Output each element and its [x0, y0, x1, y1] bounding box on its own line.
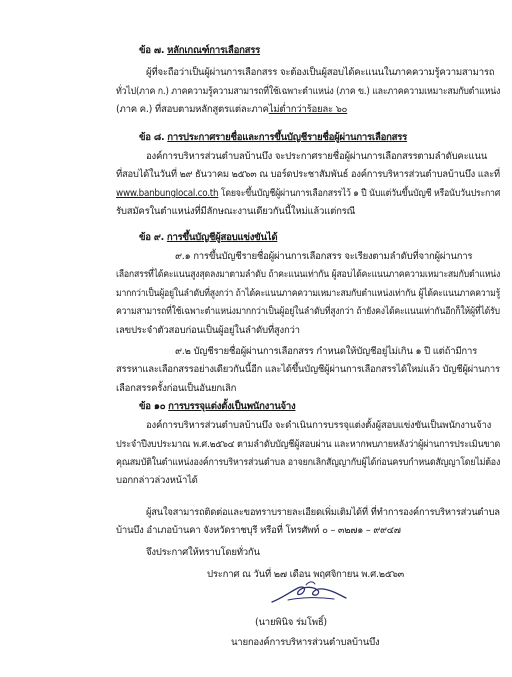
section-8-line-1: องค์การบริหารส่วนตำบลบ้านบึง จะประกาศรายชื่อผู้ผ่านการเลือกสรรตามลำดับคะแนน	[146, 151, 488, 162]
section-8-line-3	[116, 187, 500, 200]
section-9-1-line-3: มากกว่าเป็นผู้อยู่ในลำดับที่สูงกว่า ถ้าได้คะแนนภาคความเหมาะสมกับตำแหน่งเท่ากัน ผู้ได้คะแนนภาคความรู้	[116, 288, 501, 299]
section-9-1-line-1: ๙.๑ การขึ้นบัญชีรายชื่อผู้ผ่านการเลือกสรร จะเรียงตามลำดับที่จากผู้ผ่านการ	[175, 251, 473, 262]
website-link[interactable]: www.banbunglocal.co.th	[116, 188, 219, 199]
signer-position: นายกองค์การบริหารส่วนตำบลบ้านบึง	[231, 637, 380, 648]
handwritten-signature	[268, 578, 350, 608]
section-10-number: ข้อ ๑๐	[139, 401, 166, 412]
section-7-line-3-text: (ภาค ค.) ที่สอบตามหลักสูตรแต่ละภาค	[116, 104, 269, 115]
section-8-heading	[139, 131, 407, 144]
announcement-date: ประกาศ ณ วันที่ ๒๗ เดือน พฤศจิกายน พ.ศ.๒๕๖๓	[207, 569, 404, 580]
section-9-1-line-5: เลขประจำตัวสอบก่อนเป็นผู้อยู่ในลำดับที่สูงกว่า	[116, 325, 300, 336]
section-7-line-2: ทั่วไป(ภาค ก.) ภาคความรู้ความสามารถที่ใช้เฉพาะตำแหน่ง (ภาค ข.) และภาคความเหมาะสมกับตำแหน่ง	[116, 86, 501, 97]
section-7-number: ข้อ ๗.	[139, 45, 165, 56]
section-10-line-1: องค์การบริหารส่วนตำบลบ้านบึง จะดำเนินการบรรจุแต่งตั้งผู้สอบแข่งขันเป็นพนักงานจ้าง	[146, 420, 492, 431]
section-10-line-3: คุณสมบัติในตำแหน่งองค์การบริหารส่วนตำบล อาจยกเลิกสัญญากับผู้ได้ก่อนครบกำหนดสัญญาโดยไม่ต้อง	[116, 457, 501, 468]
section-7-heading	[139, 44, 260, 57]
section-7-title: หลักเกณฑ์การเลือกสรร	[167, 45, 261, 56]
section-8-line-3-text: โดยจะขึ้นบัญชีผู้ผ่านการเลือกสรรไว้ ๑ ปี นับแต่วันขึ้นบัญชี หรือนับวันประกาศ	[218, 188, 501, 199]
section-9-2-line-1: ๙.๒ บัญชีรายชื่อผู้ผ่านการเลือกสรร กำหนดให้บัญชีอยู่ไม่เกิน ๑ ปี แต่ถ้ามีการ	[175, 346, 478, 357]
section-8-line-4: รับสมัครในตำแหน่งที่มีลักษณะงานเดียวกันนี้ใหม่แล้วแต่กรณี	[116, 206, 356, 217]
section-8-title: การประกาศรายชื่อและการขึ้นบัญชีรายชื่อผู้ผ่านการเลือกสรร	[167, 132, 408, 143]
section-9-1-line-4: ความสามารถที่ใช้เฉพาะตำแหน่งมากกว่าเป็นผู้อยู่ในลำดับที่สูงกว่า ถ้ายังคงได้คะแนนเท่ากันอีกก็ให้ผู้ที่ได้รับ	[116, 306, 500, 317]
contact-line-1: ผู้สนใจสามารถติดต่อและขอทราบรายละเอียดเพิ่มเติมได้ที่ ที่ทำการองค์การบริหารส่วนตำบล	[146, 507, 500, 518]
section-7-line-1: ผู้ที่จะถือว่าเป็นผู้ผ่านการเลือกสรร จะต้องเป็นผู้สอบได้คะแนนในภาคความรู้ความสามารถ	[146, 67, 495, 78]
section-7-threshold: ไม่ต่ำกว่าร้อยละ ๖๐	[268, 104, 348, 115]
section-8-line-2: ที่สอบได้ในวันที่ ๒๙ ธันวาคม ๒๕๖๓ ณ บอร์ดประชาสัมพันธ์ องค์การบริหารส่วนตำบลบ้านบึง และที่	[116, 169, 500, 180]
section-10-heading	[139, 400, 296, 413]
signer-name: (นายพินิจ ร่มโพธิ์)	[255, 617, 327, 628]
section-9-2-line-2: สรรหาและเลือกสรรอย่างเดียวกันนี้อีก และได้ขึ้นบัญชีผู้ผ่านการเลือกสรรได้ใหม่แล้ว บัญชีผู้ผ่านการ	[116, 364, 500, 375]
section-10-title: การบรรจุแต่งตั้งเป็นพนักงานจ้าง	[168, 401, 296, 412]
section-9-2-line-3: เลือกสรรครั้งก่อนเป็นอันยกเลิก	[116, 383, 237, 394]
section-10-line-4: บอกกล่าวล่วงหน้าได้	[116, 475, 198, 486]
section-9-number: ข้อ ๙.	[139, 232, 165, 243]
section-9-1-line-2: เลือกสรรที่ได้คะแนนสูงสุดลงมาตามลำดับ ถ้าคะแนนเท่ากัน ผู้สอบได้คะแนนภาคความเหมาะสมกับตำแหน่ง	[116, 269, 501, 280]
closing-notice: จึงประกาศให้ทราบโดยทั่วกัน	[146, 547, 260, 558]
section-8-number: ข้อ ๘.	[139, 132, 165, 143]
contact-line-2: บ้านบึง อำเภอบ้านคา จังหวัดราชบุรี หรือที่ โทรศัพท์ ๐ – ๓๒๗๑ – ๙๙๔๗	[116, 525, 401, 536]
section-7-line-3	[116, 103, 347, 116]
section-9-heading	[139, 231, 277, 244]
section-10-line-2: ประจำปีงบประมาณ พ.ศ.๒๕๖๔ ตามลำดับบัญชีผู้สอบผ่าน และหากพบภายหลังว่าผู้ผ่านการประเมินขาด	[116, 439, 501, 450]
section-9-title: การขึ้นบัญชีผู้สอบแข่งขันได้	[166, 232, 278, 243]
